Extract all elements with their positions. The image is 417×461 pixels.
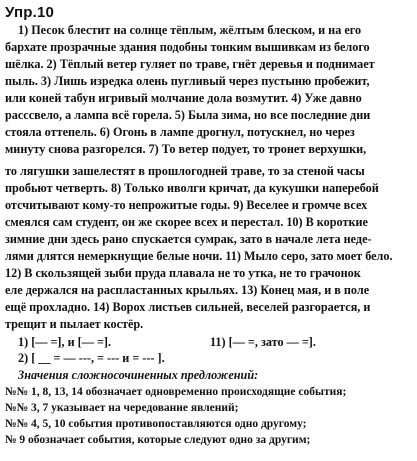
meaning-item: № 9 обозначает события, которые следуют одно за другим;	[5, 434, 311, 446]
text-line: еле держался на распластанных крыльях. 13) Конец мая, и в поле	[5, 283, 370, 297]
meaning-item: №№ 3, 7 указывает на чередование явлений;	[5, 402, 239, 414]
text-line: расссвело, а лампа всё горела. 5) Была зима, но все последние дни	[5, 108, 371, 122]
schema-2: 2) [ __ = — ---, = --- и = --- ].	[18, 351, 165, 365]
text-line: зимние дни здесь рано спускается сумрак, зато в начале лета неде-	[5, 232, 372, 246]
text-line: трещит и пылает костёр.	[5, 317, 144, 331]
schema-11: 11) [— =, зато — =].	[210, 335, 316, 349]
meaning-item: №№ 4, 5, 10 события противопоставляются одно другому;	[5, 418, 307, 430]
exercise-title: Упр.10	[5, 4, 55, 21]
text-line: бархате прозрачные здания подобны тонким вышивкам из белого	[5, 40, 370, 54]
schema-1: 1) [— =], и [— =].	[18, 335, 112, 349]
text-line: шёлка. 2) Тёплый ветер гуляет по траве, гнёт деревья и поднимает	[5, 57, 375, 71]
text-line: пыль. 3) Лишь изредка олень пугливый через пустыню пробежит,	[5, 74, 370, 88]
text-line: отсчитывают кому-то непрожитые годы. 9) Веселее и громче всех	[5, 198, 368, 212]
text-line: то лягушки зашелестят в прошлогодней траве, то за стеной часы	[5, 164, 365, 178]
text-line: лями длятся немеркнущие белые ночи. 11) Мыло серо, зато моет бело.	[5, 249, 393, 263]
text-line: 1) Песок блестит на солнце тёплым, жёлтым блеском, и на его	[18, 23, 362, 37]
meanings-title: Значения сложносочиненных предложений:	[18, 368, 259, 382]
meaning-item: №№ 1, 8, 13, 14 обозначает одновременно происходящие события;	[5, 386, 347, 398]
text-line: минуту снова разгорелся. 7) То ветер подует, то тронет верхушки,	[5, 142, 367, 156]
text-line: или коней табун игривый молчание дола возмутит. 4) Уже давно	[5, 91, 362, 105]
text-line: 12) В скользящей зыби пруда плавала не то утка, не то грачонок	[5, 266, 361, 280]
text-line: пробьют четверть. 8) Только иволги кричат, да кукушки наперебой	[5, 181, 379, 195]
text-line: ещё прохладно. 14) Ворох листьев сильней, веселей разгорается, и	[5, 300, 371, 314]
text-line: стояла оттепель. 6) Огонь в лампе дрогнул, потускнел, но через	[5, 125, 355, 139]
text-line: смеялся сам студент, он же скорее всех и перестал. 10) В короткие	[5, 215, 368, 229]
